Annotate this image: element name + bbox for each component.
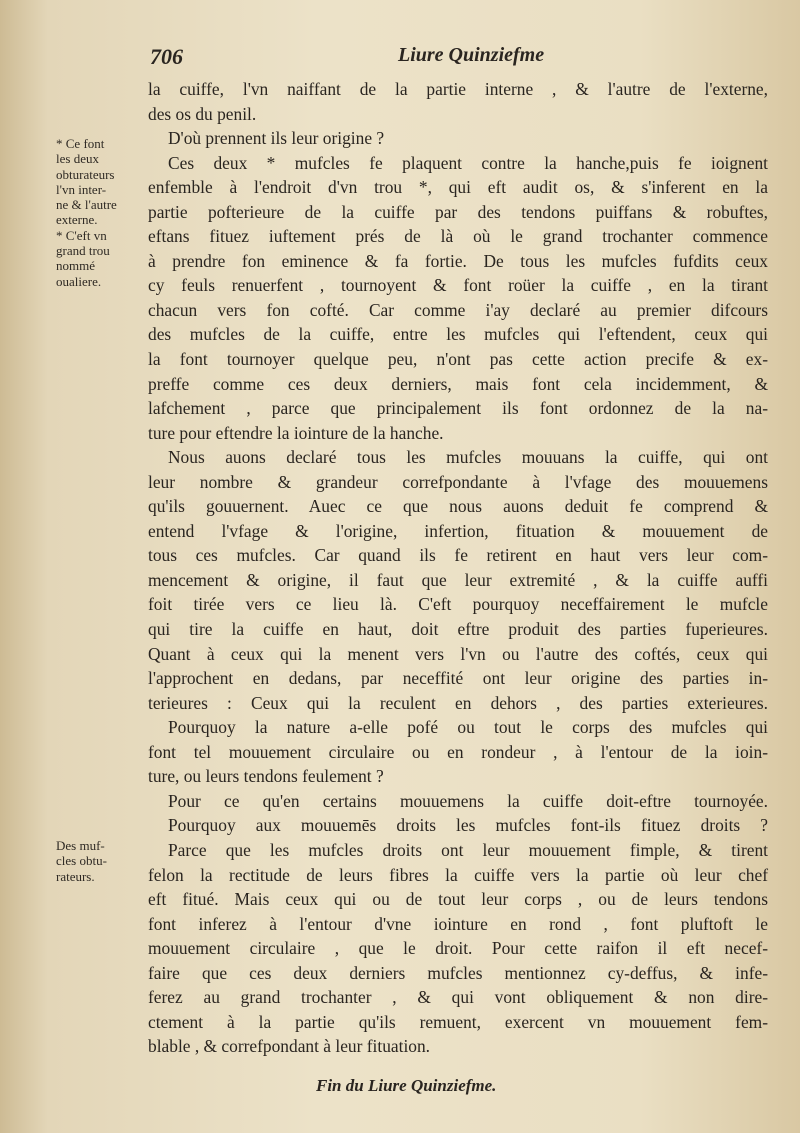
margin-note-line: les deux: [56, 151, 99, 167]
text-line: la font tournoyer quelque peu, n'ont pas cette action precife & ex-: [148, 349, 768, 370]
running-title: Liure Quinziefme: [398, 44, 545, 66]
margin-note-line: oualiere.: [56, 273, 102, 289]
text-line: Quant à ceux qui la menent vers l'vn ou l'autre des coftés, ceux qui: [148, 643, 768, 664]
margin-note-line: l'vn inter-: [56, 181, 107, 197]
text-line: mouuement circulaire , que le droit. Pour cette raifon il eft necef-: [148, 938, 768, 959]
chapter-end-line: Fin du Liure Quinziefme.: [316, 1076, 497, 1095]
text-line: leur nombre & grandeur correfpondante à l'vfage des mouuemens: [148, 471, 768, 492]
text-line: entend l'vfage & l'origine, infertion, fituation & mouuement de: [148, 520, 768, 541]
text-line: à prendre fon eminence & fa fortie. De tous les mufcles fufdits ceux: [148, 250, 768, 271]
text-line: l'approchent en dedans, par neceffité ont leur origine des parties in-: [148, 668, 768, 689]
text-line: preffe comme ces deux derniers, mais font cela incidemment, &: [148, 373, 768, 394]
text-line: enfemble à l'endroit d'vn trou *, qui eft audit os, & s'inferent en la: [148, 177, 768, 198]
margin-note-line: obturateurs: [56, 166, 115, 182]
question-line: ture, ou leurs tendons feulement ?: [148, 766, 384, 787]
margin-note-line: externe.: [56, 212, 98, 228]
text-line: qu'ils gouuernent. Auec ce que nous auons deduit fe comprend &: [148, 496, 768, 517]
margin-note-muscles: [56, 838, 148, 884]
margin-note-obturateurs: [56, 136, 148, 289]
text-line: font inferez à l'entour d'vne iointure en rond , font pluftoft le: [148, 913, 768, 934]
text-line: terieures : Ceux qui la reculent en dehors , des parties exterieures.: [148, 692, 768, 713]
text-line: cy feuls renuerfent , tournoyent & font roüer la cuiffe , en la tirant: [148, 275, 768, 296]
text-line: faire que ces deux derniers mufcles mentionnez cy-deffus, & infe-: [148, 962, 768, 983]
text-line: ture pour eftendre la iointure de la hanche.: [148, 422, 444, 443]
margin-note-line: * Ce font: [56, 136, 105, 151]
margin-note-line: rateurs.: [56, 868, 95, 884]
text-line: des mufcles de la cuiffe, entre les mufcles qui l'eftendent, ceux qui: [148, 324, 768, 345]
margin-note-line: ne & l'autre: [56, 197, 117, 213]
text-line: blable , & correfpondant à leur fituation.: [148, 1036, 431, 1057]
text-line: tous ces mufcles. Car quand ils fe retirent en haut vers leur com-: [148, 545, 768, 566]
page-header: [150, 44, 780, 74]
text-line: ferez au grand trochanter , & qui vont obliquement & non dire-: [148, 987, 768, 1008]
text-line: partie pofterieure de la cuiffe par des tendons puiffans & robuftes,: [148, 201, 768, 222]
text-line: la cuiffe, l'vn naiffant de la partie interne , & l'autre de l'externe,: [148, 79, 768, 99]
question-line: D'où prennent ils leur origine ?: [168, 128, 385, 149]
text-line: eftans fituez iuftement prés de là où le grand trochanter commence: [148, 226, 768, 247]
question-line: Pourquoy la nature a-elle pofé ou tout le corps des mufcles qui: [168, 717, 768, 738]
page-number: 706: [150, 44, 183, 69]
margin-note-line: nommé: [56, 258, 95, 274]
text-line: ctement à la partie qu'ils remuent, exercent vn mouuement fem-: [148, 1011, 768, 1032]
text-line: Nous auons declaré tous les mufcles mouuans la cuiffe, qui ont: [168, 447, 768, 468]
text-line: eft fitué. Mais ceux qui ou de tout leur corps , ou de leurs tendons: [148, 889, 768, 910]
margin-note-line: grand trou: [56, 243, 110, 259]
question-line: Pourquoy aux mouuemēs droits les mufcles font-ils fituez droits ?: [168, 815, 768, 836]
margin-note-line: cles obtu-: [56, 853, 107, 869]
text-line: lafchement , parce que principalement ils font ordonnez de la na-: [148, 398, 768, 419]
text-line: qui tire la cuiffe en haut, doit eftre produit des parties fuperieures.: [148, 619, 768, 640]
text-line: des os du penil.: [148, 103, 257, 124]
text-line: foit tirée vers ce lieu là. C'eft pourquoy neceffairement le mufcle: [148, 594, 768, 615]
margin-note-line: * C'eft vn: [56, 227, 107, 243]
margin-note-line: Des muf-: [56, 838, 105, 853]
body-text: [148, 77, 768, 1059]
text-line: Pour ce qu'en certains mouuemens la cuiffe doit-eftre tournoyée.: [168, 790, 768, 811]
text-line: mencement & origine, il faut que leur extremité , & la cuiffe auffi: [148, 569, 768, 590]
question-line: font tel mouuement circulaire ou en rondeur , à l'entour de la ioin-: [148, 741, 768, 762]
text-line: felon la rectitude de leurs fibres la cuiffe vers la partie où leur chef: [148, 864, 768, 885]
text-line: chacun vers fon cofté. Car comme i'ay declaré au premier difcours: [148, 299, 768, 320]
text-line: Parce que les mufcles droits ont leur mouuement fimple, & tirent: [168, 839, 768, 860]
text-line: Ces deux * mufcles fe plaquent contre la hanche,puis fe ioignent: [168, 152, 768, 173]
